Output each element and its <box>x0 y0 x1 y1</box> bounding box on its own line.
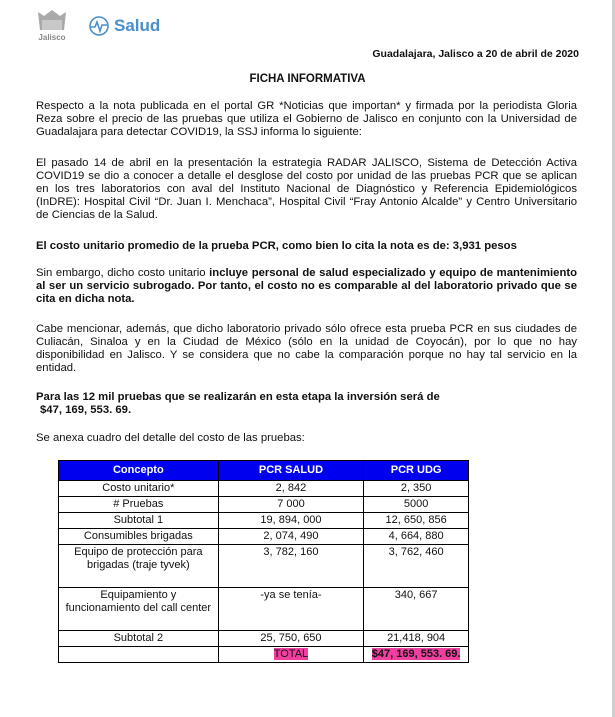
salud-brand: Salud <box>114 16 161 35</box>
document-title: FICHA INFORMATIVA <box>249 73 366 85</box>
cell-udg: 2, 350 <box>364 481 469 497</box>
table-row <box>59 481 469 497</box>
table-row <box>59 513 469 529</box>
table-header-row <box>59 461 469 481</box>
salud-logo <box>88 16 160 36</box>
paragraph-however-plain: Sin embargo, dicho costo unitario <box>36 267 210 279</box>
investment-line: Para las 12 mil pruebas que se realizarán en esta etapa la inversión será de <box>36 391 440 403</box>
cell-concept: Subtotal 2 <box>59 631 219 647</box>
cost-table <box>58 460 469 663</box>
paragraph-investment <box>36 391 577 417</box>
header-concepto: Concepto <box>59 461 219 481</box>
cell-total-value <box>364 647 469 663</box>
header-pcr-salud: PCR SALUD <box>218 461 364 481</box>
table-row <box>59 588 469 631</box>
paragraph-private-lab: Cabe mencionar, además, que dicho laboratorio privado sólo ofrece esta prueba PCR en sus ciudades de Culiacán, Sinaloa y en la Ciudad de México (sólo en la unidad de Coyocán), por lo que no hay disponibilidad en Jalisco. Y se considera que no cabe la comparación porque no hay tal servicio en la entidad. <box>36 323 577 374</box>
cell-salud: 2, 842 <box>218 481 364 497</box>
header-pcr-udg: PCR UDG <box>364 461 469 481</box>
cell-concept: Costo unitario* <box>59 481 219 497</box>
cell-concept: Equipamiento y funcionamiento del call center <box>59 588 219 631</box>
investment-amount: $47, 169, 553. 69. <box>40 404 132 416</box>
cell-salud: 3, 782, 160 <box>218 545 364 588</box>
cell-total-label <box>218 647 364 663</box>
cell-concept: # Pruebas <box>59 497 219 513</box>
cell-salud: 7 000 <box>218 497 364 513</box>
paragraph-intro: Respecto a la nota publicada en el portal GR *Noticias que importan* y firmada por la periodista Gloria Reza sobre el precio de las pruebas que utiliza el Gobierno de Jalisco en conjunto con la Universidad de Guadalajara para detectar COVID19, la SSJ informa lo siguiente: <box>36 100 577 138</box>
paragraph-however-bold: incluye personal de salud especializado y equipo de mantenimiento al ser un servicio subrogado. Por tanto, el costo no es comparable al del laboratorio privado que se cita en dicha nota. <box>36 267 578 305</box>
table-row <box>59 631 469 647</box>
cell-udg: 12, 650, 856 <box>364 513 469 529</box>
salud-icon <box>88 16 110 36</box>
header <box>30 6 230 48</box>
table-total-row <box>59 647 469 663</box>
table-row <box>59 497 469 513</box>
paragraph-annex: Se anexa cuadro del detalle del costo de las pruebas: <box>36 432 305 444</box>
cell-udg: 340, 667 <box>364 588 469 631</box>
cell-salud: -ya se tenía- <box>218 588 364 631</box>
cell-salud: 2, 074, 490 <box>218 529 364 545</box>
paragraph-radar: El pasado 14 de abril en la presentación la estrategia RADAR JALISCO, Sistema de Detección Activa COVID19 se dio a conocer a detalle el desglose del costo por unidad de las pruebas PCR que se aplican en los tres laboratorios con aval del Instituto Nacional de Diagnóstico y Referencia Epidemiológicos (InDRE): Hospital Civil “Dr. Juan I. Menchaca”, Hospital Civil “Fray Antonio Alcalde” y Centro Universitario de Ciencias de la Salud. <box>36 157 577 221</box>
total-label: TOTAL <box>273 648 309 660</box>
document-date: Guadalajara, Jalisco a 20 de abril de 2020 <box>372 48 579 60</box>
table-row <box>59 545 469 588</box>
cell-udg: 21,418, 904 <box>364 631 469 647</box>
cell-concept: Consumibles brigadas <box>59 529 219 545</box>
total-value: $47, 169, 553. 69. <box>371 648 461 660</box>
cell-udg: 4, 664, 880 <box>364 529 469 545</box>
cell-concept: Equipo de protección para brigadas (traje tyvek) <box>59 545 219 588</box>
cell-concept: Subtotal 1 <box>59 513 219 529</box>
cell-udg: 5000 <box>364 497 469 513</box>
jalisco-logo-text: Jalisco <box>38 33 66 42</box>
cell-empty <box>59 647 219 663</box>
cell-udg: 3, 762, 460 <box>364 545 469 588</box>
cell-salud: 19, 894, 000 <box>218 513 364 529</box>
paragraph-however <box>36 267 577 306</box>
cell-salud: 25, 750, 650 <box>218 631 364 647</box>
paragraph-unit-cost: El costo unitario promedio de la prueba PCR, como bien lo cita la nota es de: 3,931 pesos <box>36 240 517 252</box>
table-row <box>59 529 469 545</box>
